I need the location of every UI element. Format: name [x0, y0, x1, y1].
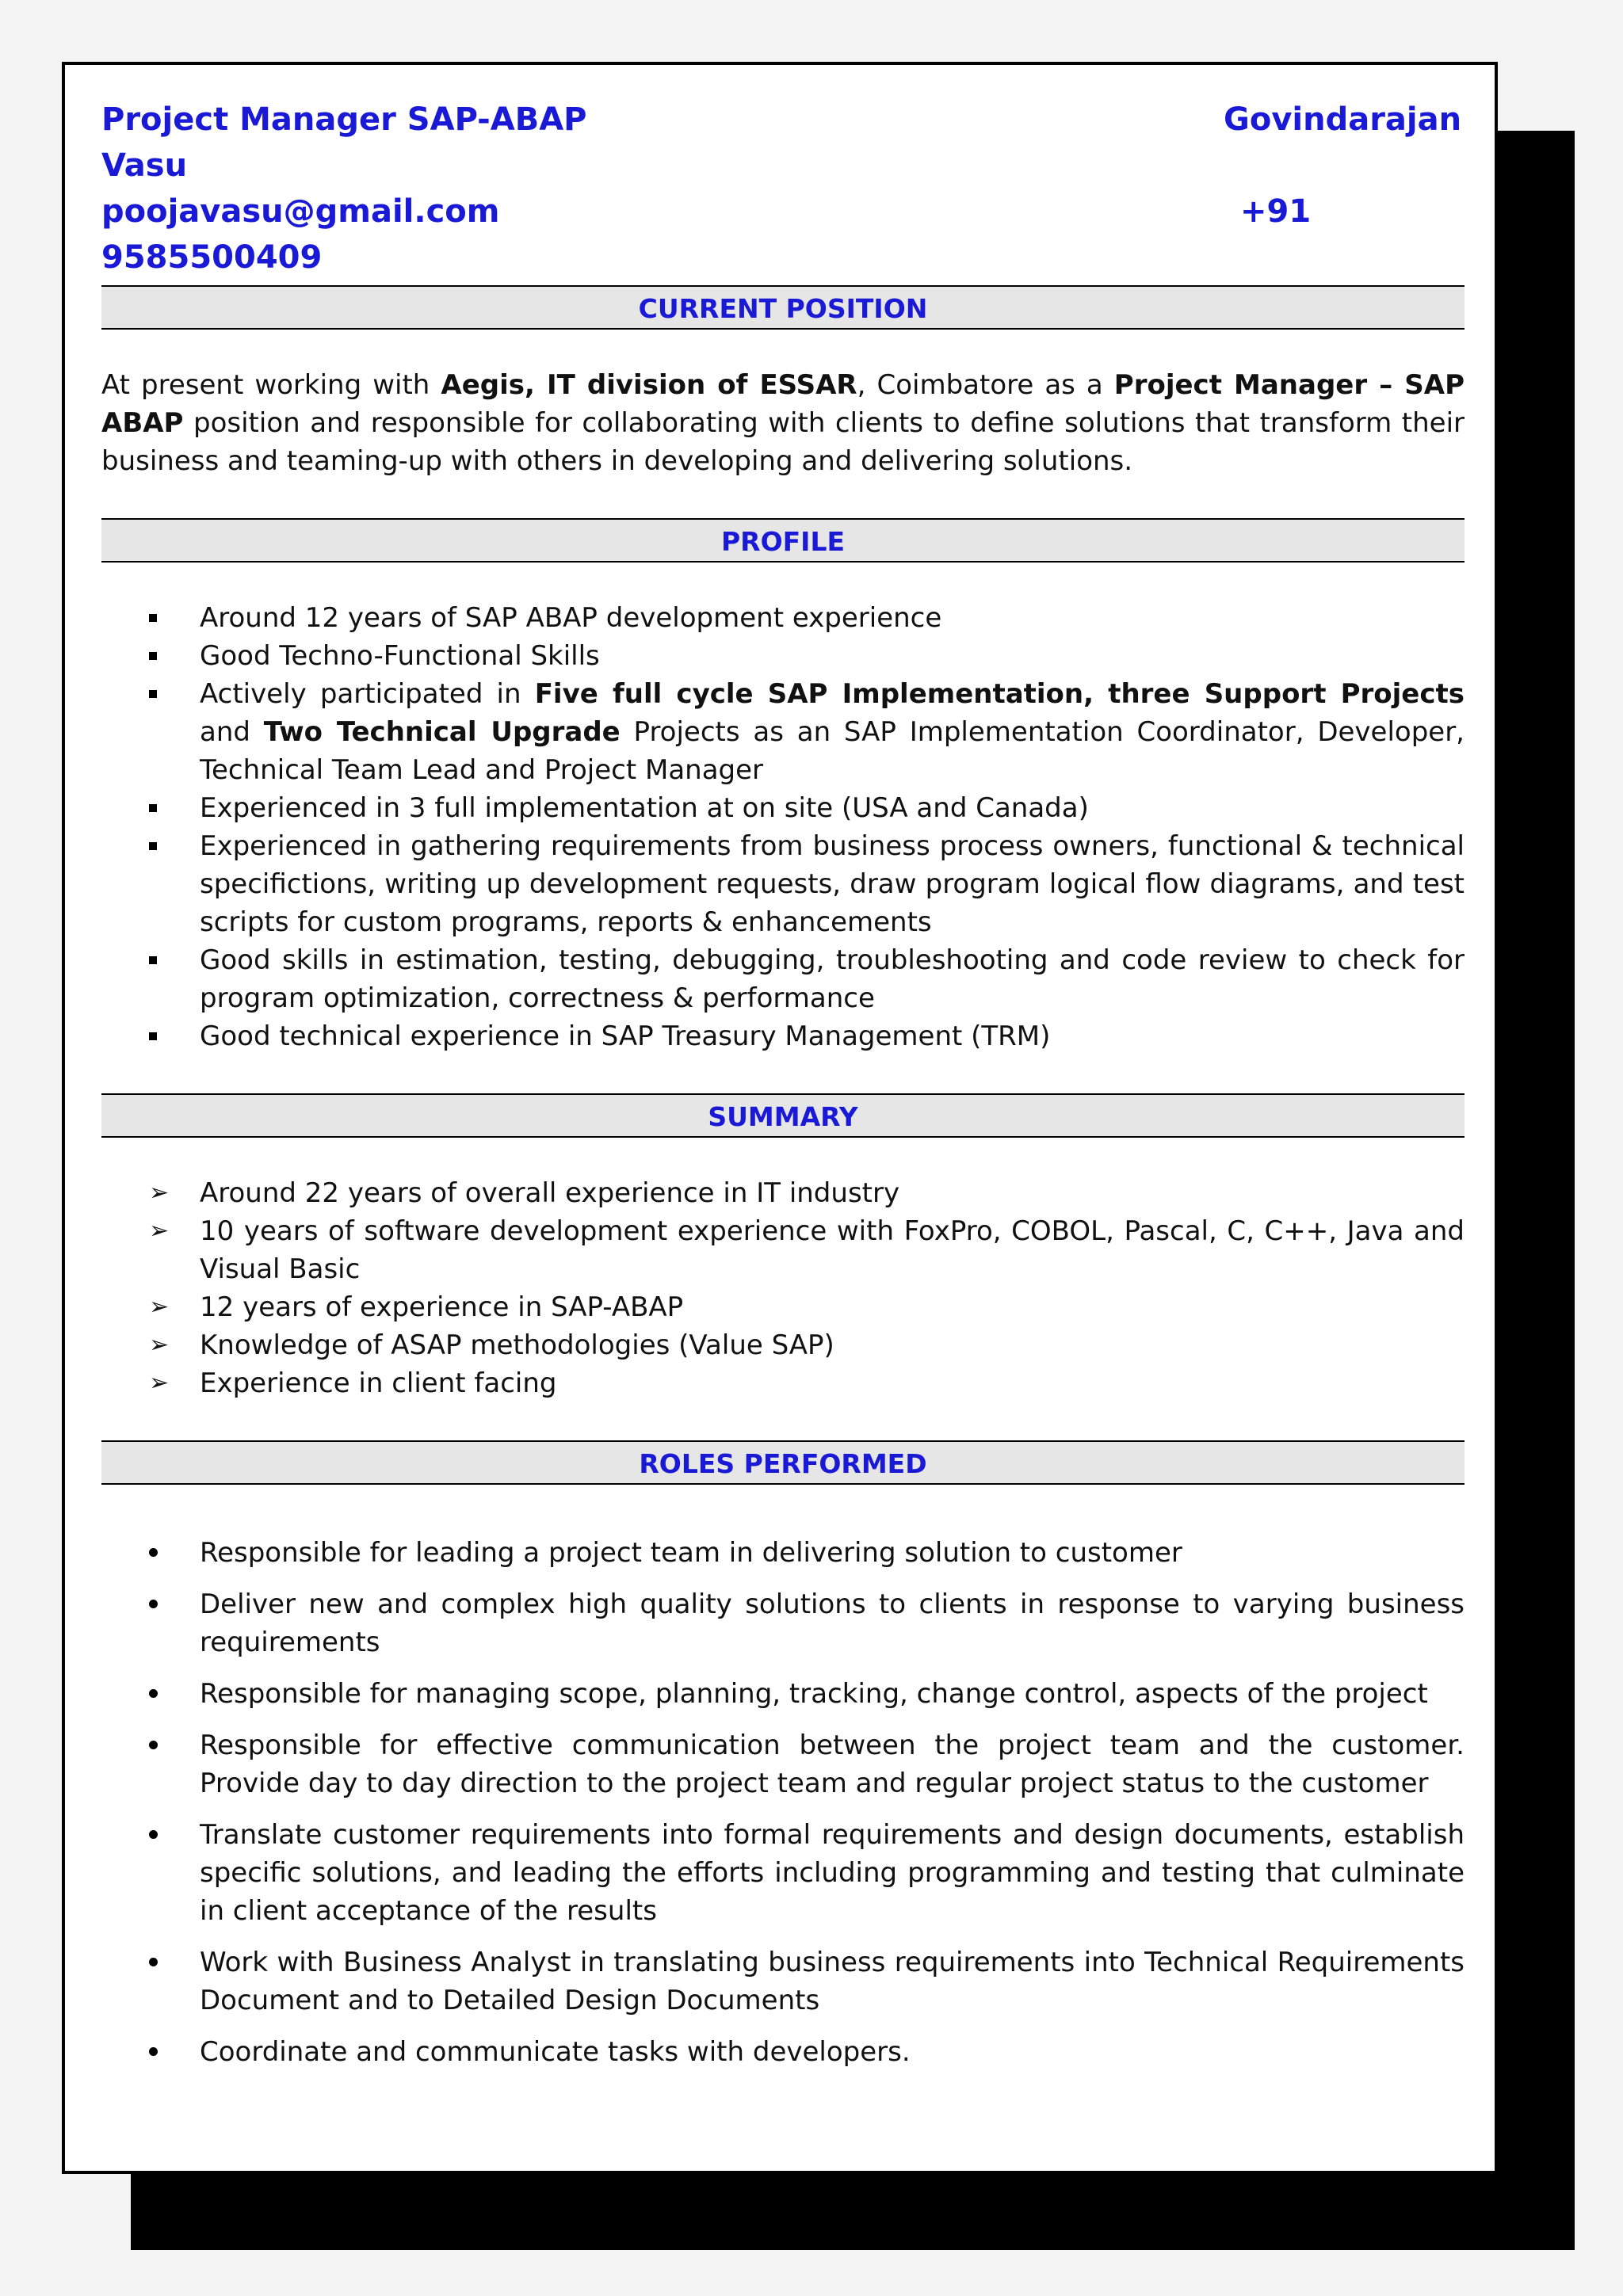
phone-prefix: +91 [1240, 193, 1312, 230]
square-bullet-icon [149, 1032, 157, 1040]
summary-item: ➢ 12 years of experience in SAP-ABAP [101, 1288, 1465, 1326]
role-item: Responsible for leading a project team in delivering solution to customer [101, 1534, 1465, 1572]
square-bullet-icon [149, 842, 157, 850]
role-item: Translate customer requirements into formal requirements and design documents, establish specific solutions, and leading the efforts including programming and testing that culminate in client acceptance of the results [101, 1816, 1465, 1930]
arrow-bullet-icon: ➢ [149, 1369, 170, 1397]
square-bullet-icon [149, 804, 157, 812]
square-bullet-icon [149, 956, 157, 964]
role-item: Responsible for managing scope, planning, tracking, change control, aspects of the project [101, 1675, 1465, 1713]
resume-content [101, 97, 1465, 2084]
arrow-bullet-icon: ➢ [149, 1217, 170, 1245]
candidate-last-name: Vasu [101, 147, 188, 184]
profile-list [101, 599, 1465, 1055]
round-bullet-icon [149, 1741, 158, 1749]
summary-item: ➢ Around 22 years of overall experience in IT industry [101, 1174, 1465, 1212]
role-item: Deliver new and complex high quality solutions to clients in response to varying business requirements [101, 1585, 1465, 1661]
candidate-first-name: Govindarajan [1224, 101, 1462, 138]
arrow-bullet-icon: ➢ [149, 1179, 170, 1207]
section-heading-current-position: CURRENT POSITION [101, 285, 1465, 330]
summary-list [101, 1174, 1465, 1402]
square-bullet-icon [149, 614, 157, 622]
round-bullet-icon [149, 1958, 158, 1966]
role-item: Coordinate and communicate tasks with developers. [101, 2033, 1465, 2071]
profile-item: Experienced in 3 full implementation at on site (USA and Canada) [101, 789, 1465, 827]
round-bullet-icon [149, 1689, 158, 1698]
section-heading-summary: SUMMARY [101, 1093, 1465, 1138]
job-title: Project Manager SAP-ABAP [101, 101, 587, 138]
phone-number: 9585500409 [101, 239, 323, 276]
section-heading-profile: PROFILE [101, 518, 1465, 563]
arrow-bullet-icon: ➢ [149, 1331, 170, 1359]
square-bullet-icon [149, 690, 157, 698]
roles-list [101, 1534, 1465, 2071]
role-item: Work with Business Analyst in translating business requirements into Technical Requirements Document and to Detailed Design Documents [101, 1943, 1465, 2019]
summary-item: ➢ 10 years of software development experience with FoxPro, COBOL, Pascal, C, C++, Java and Visual Basic [101, 1212, 1465, 1288]
profile-item: Around 12 years of SAP ABAP development experience [101, 599, 1465, 637]
round-bullet-icon [149, 1600, 158, 1608]
profile-item: Good skills in estimation, testing, debugging, troubleshooting and code review to check for program optimization, correctness & performance [101, 941, 1465, 1017]
round-bullet-icon [149, 2047, 158, 2056]
summary-item: ➢ Experience in client facing [101, 1364, 1465, 1402]
current-position-text: At present working with Aegis, IT division of ESSAR, Coimbatore as a Project Manager – SAP ABAP position and responsible for collaborating with clients to define solutions that transform their business and teaming-up with others in developing and delivering solutions. [101, 369, 1465, 477]
round-bullet-icon [149, 1830, 158, 1839]
email-address[interactable]: poojavasu@gmail.com [101, 193, 500, 230]
summary-item: ➢ Knowledge of ASAP methodologies (Value SAP) [101, 1326, 1465, 1364]
profile-item: Experienced in gathering requirements from business process owners, functional & technical specifictions, writing up development requests, draw program logical flow diagrams, and test scripts for custom programs, reports & enhancements [101, 827, 1465, 941]
resume-page [62, 62, 1498, 2174]
role-item: Responsible for effective communication between the project team and the customer. Provide day to day direction to the project team and regular project status to the customer [101, 1726, 1465, 1802]
section-heading-roles: ROLES PERFORMED [101, 1440, 1465, 1485]
resume-header [101, 97, 1465, 280]
arrow-bullet-icon: ➢ [149, 1293, 170, 1321]
profile-item: Good Techno-Functional Skills [101, 637, 1465, 675]
square-bullet-icon [149, 652, 157, 660]
profile-item: Actively participated in Five full cycle SAP Implementation, three Support Projects and Two Technical Upgrade Projects as an SAP Implementation Coordinator, Developer, Technical Team Lead and Project Manager [101, 675, 1465, 789]
round-bullet-icon [149, 1548, 158, 1557]
profile-item: Good technical experience in SAP Treasury Management (TRM) [101, 1017, 1465, 1055]
